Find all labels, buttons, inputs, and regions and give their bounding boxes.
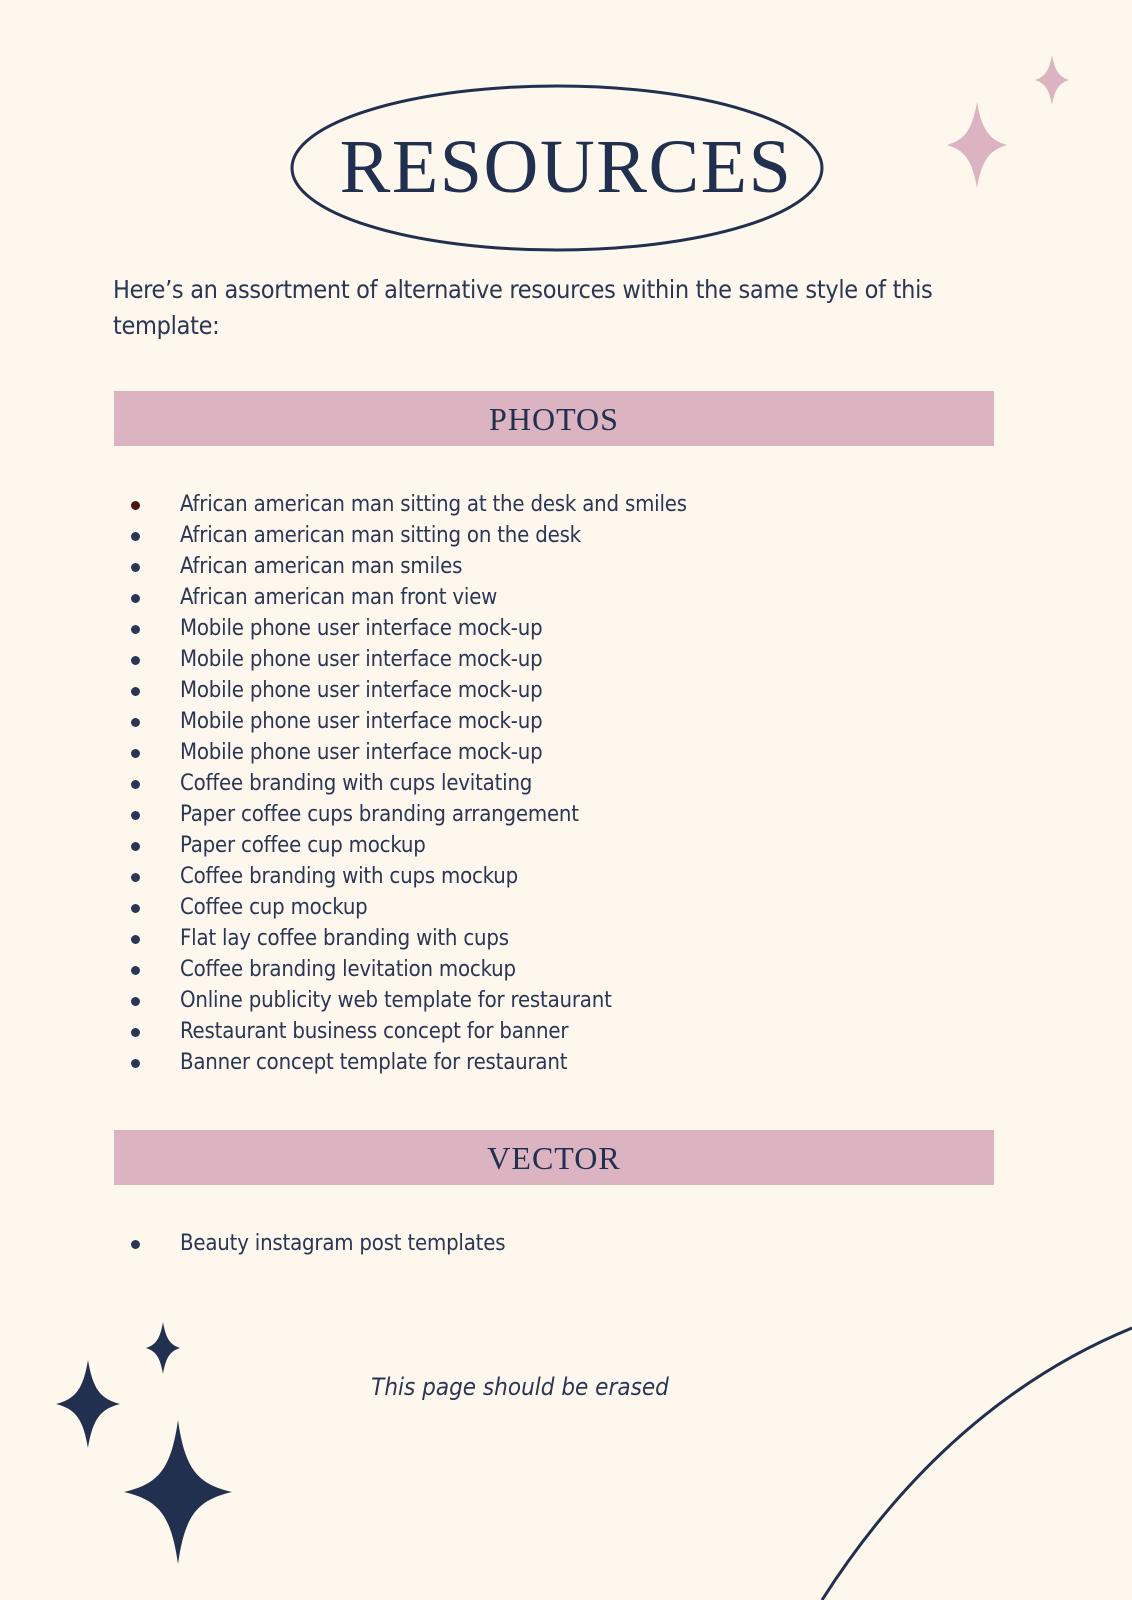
section-header-photos bbox=[114, 391, 994, 446]
list-item-label: Online publicity web template for restaurant bbox=[180, 988, 612, 1013]
list-item bbox=[113, 830, 1013, 861]
list-item-label: African american man smiles bbox=[180, 554, 463, 579]
bullet-icon bbox=[131, 935, 140, 944]
bullet-icon bbox=[131, 1028, 140, 1037]
list-item-label: Restaurant business concept for banner bbox=[180, 1019, 569, 1044]
list-item-label: Coffee branding with cups mockup bbox=[180, 864, 518, 889]
list-item bbox=[113, 644, 1013, 675]
bullet-icon bbox=[131, 563, 140, 572]
list-item-label: Paper coffee cup mockup bbox=[180, 833, 426, 858]
sparkle-icon-navy-large bbox=[124, 1420, 232, 1564]
list-item bbox=[113, 520, 1013, 551]
footer-note: This page should be erased bbox=[371, 1373, 669, 1401]
list-item-label: Flat lay coffee branding with cups bbox=[180, 926, 509, 951]
list-item-label: African american man sitting at the desk and smiles bbox=[180, 492, 687, 517]
page-title: RESOURCES bbox=[339, 125, 793, 209]
section-label-vector: VECTOR bbox=[487, 1139, 621, 1176]
list-item bbox=[113, 892, 1013, 923]
bullet-icon bbox=[131, 594, 140, 603]
list-item-label: Coffee branding with cups levitating bbox=[180, 771, 533, 796]
list-item bbox=[113, 613, 1013, 644]
list-item bbox=[113, 1228, 1013, 1259]
list-item bbox=[113, 861, 1013, 892]
bullet-icon bbox=[131, 501, 140, 510]
bullet-icon bbox=[131, 904, 140, 913]
list-item bbox=[113, 582, 1013, 613]
list-item bbox=[113, 706, 1013, 737]
bullet-icon bbox=[131, 718, 140, 727]
bullet-icon bbox=[131, 997, 140, 1006]
resource-list-photos bbox=[113, 489, 1013, 1078]
sparkle-icon-navy-small bbox=[146, 1322, 180, 1374]
list-item bbox=[113, 954, 1013, 985]
list-item-label: Mobile phone user interface mock-up bbox=[180, 709, 543, 734]
bullet-icon bbox=[131, 780, 140, 789]
list-item-label: Coffee branding levitation mockup bbox=[180, 957, 516, 982]
intro-paragraph: Here’s an assortment of alternative resources within the same style of this template: bbox=[113, 275, 933, 340]
list-item-label: Banner concept template for restaurant bbox=[180, 1050, 568, 1075]
arc-line-decoration bbox=[822, 1328, 1132, 1600]
list-item bbox=[113, 675, 1013, 706]
list-item-label: Mobile phone user interface mock-up bbox=[180, 740, 543, 765]
list-item bbox=[113, 768, 1013, 799]
list-item-label: Paper coffee cups branding arrangement bbox=[180, 802, 579, 827]
list-item bbox=[113, 985, 1013, 1016]
section-label-photos: PHOTOS bbox=[489, 400, 619, 437]
list-item-label: African american man sitting on the desk bbox=[180, 523, 581, 548]
bullet-icon bbox=[131, 873, 140, 882]
bullet-icon bbox=[131, 687, 140, 696]
list-item bbox=[113, 489, 1013, 520]
list-item-label: Mobile phone user interface mock-up bbox=[180, 616, 543, 641]
list-item bbox=[113, 923, 1013, 954]
list-item bbox=[113, 551, 1013, 582]
bullet-icon bbox=[131, 966, 140, 975]
bullet-icon bbox=[131, 1240, 140, 1249]
bullet-icon bbox=[131, 656, 140, 665]
bullet-icon bbox=[131, 749, 140, 758]
list-item bbox=[113, 1047, 1013, 1078]
bullet-icon bbox=[131, 1059, 140, 1068]
list-item bbox=[113, 1016, 1013, 1047]
resource-list-vector bbox=[113, 1228, 1013, 1259]
bullet-icon bbox=[131, 842, 140, 851]
bullet-icon bbox=[131, 532, 140, 541]
list-item-label: African american man front view bbox=[180, 585, 498, 610]
list-item bbox=[113, 737, 1013, 768]
list-item-label: Coffee cup mockup bbox=[180, 895, 368, 920]
list-item-label: Mobile phone user interface mock-up bbox=[180, 678, 543, 703]
bullet-icon bbox=[131, 625, 140, 634]
list-item bbox=[113, 799, 1013, 830]
bullet-icon bbox=[131, 811, 140, 820]
page-title-group bbox=[0, 78, 1132, 258]
section-header-vector bbox=[114, 1130, 994, 1185]
list-item-label: Beauty instagram post templates bbox=[180, 1231, 506, 1256]
list-item-label: Mobile phone user interface mock-up bbox=[180, 647, 543, 672]
